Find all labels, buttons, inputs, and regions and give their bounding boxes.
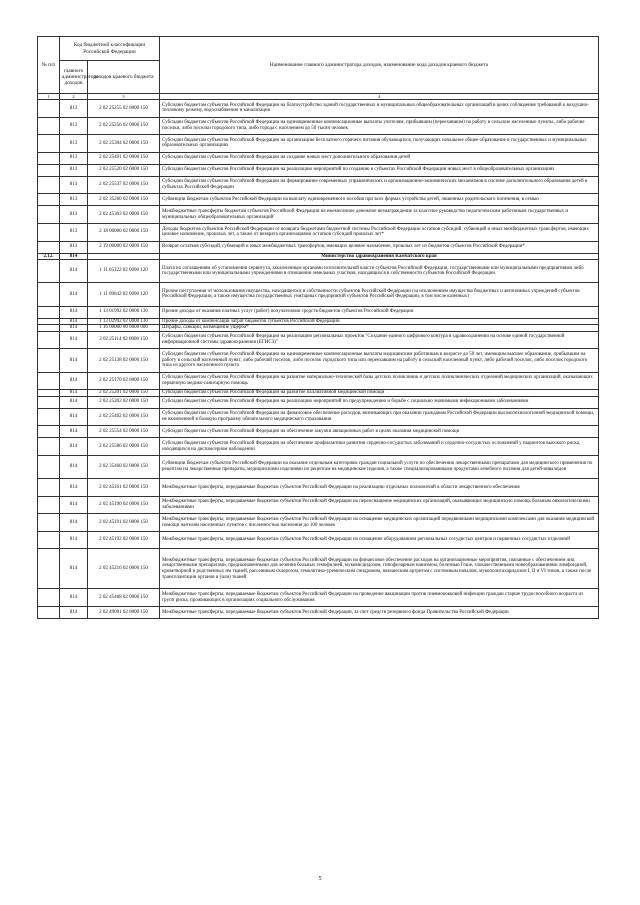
admin-code: 814 bbox=[60, 260, 88, 283]
admin-code: 814 bbox=[60, 531, 88, 549]
revenue-code: 1 16 00000 00 0000 000 bbox=[88, 325, 160, 332]
revenue-code: 2 02 25586 02 0000 150 bbox=[88, 438, 160, 456]
row-number bbox=[38, 396, 60, 408]
admin-code: 813 bbox=[60, 241, 88, 253]
section-row bbox=[38, 253, 599, 260]
revenue-name: Субсидии бюджетам субъектов Российской Федерации на обеспечение закупки авиационных работ в целях оказания медицинской помощи bbox=[160, 426, 599, 438]
table-row bbox=[38, 390, 599, 397]
revenue-name: Прочие доходы от компенсации затрат бюджетов субъектов Российской Федерации bbox=[160, 318, 599, 325]
table-row bbox=[38, 176, 599, 194]
row-number bbox=[38, 306, 60, 318]
col-index: 4 bbox=[160, 94, 599, 100]
revenue-name: Субсидии бюджетам субъектов Российской Федерации на организацию бесплатного горячего питания обучающихся, получающих начальное общее образование в государственных и муниципальных образовательных организациях bbox=[160, 135, 599, 153]
row-number bbox=[38, 206, 60, 224]
admin-code: 813 bbox=[60, 164, 88, 176]
admin-code: 813 bbox=[60, 100, 88, 118]
revenue-code: 2 02 45161 02 0000 150 bbox=[88, 479, 160, 497]
row-number bbox=[38, 100, 60, 118]
table-row bbox=[38, 455, 599, 478]
table-row bbox=[38, 100, 599, 118]
revenue-code: 2 19 00000 02 0000 150 bbox=[88, 241, 160, 253]
revenue-code: 1 13 02992 02 0000 130 bbox=[88, 318, 160, 325]
admin-code: 814 bbox=[60, 455, 88, 478]
col-index: 3 bbox=[88, 94, 160, 100]
revenue-code: 2 02 25491 02 0000 150 bbox=[88, 152, 160, 164]
table-row bbox=[38, 318, 599, 325]
revenue-name: Межбюджетные трансферты, передаваемые бюджетам субъектов Российской Федерации на оснащение медицинских организаций передвижными медицинскими комплексами для оказания медицинской помощи жителям населенных пунктов с численностью населения до 100 человек bbox=[160, 514, 599, 532]
row-number bbox=[38, 438, 60, 456]
row-number bbox=[38, 408, 60, 426]
admin-code: 814 bbox=[60, 479, 88, 497]
revenue-name: Субвенции бюджетам субъектов Российской Федерации на выплату единовременного пособия при всех формах устройства детей, лишенных родительского попечения, в семью bbox=[160, 194, 599, 206]
row-number bbox=[38, 194, 60, 206]
table-row bbox=[38, 206, 599, 224]
admin-code: 813 bbox=[60, 223, 88, 241]
admin-code: 814 bbox=[60, 390, 88, 397]
revenue-code: 1 11 05322 02 0000 120 bbox=[88, 260, 160, 283]
admin-code: 814 bbox=[60, 426, 88, 438]
row-number bbox=[38, 514, 60, 532]
row-number bbox=[38, 223, 60, 241]
row-number bbox=[38, 349, 60, 372]
revenue-code: 2 02 45191 02 0000 150 bbox=[88, 514, 160, 532]
row-number bbox=[38, 241, 60, 253]
table-row bbox=[38, 152, 599, 164]
revenue-code bbox=[88, 253, 160, 260]
revenue-code: 2 02 25256 02 0000 150 bbox=[88, 117, 160, 135]
revenue-code: 2 02 25537 02 0000 150 bbox=[88, 176, 160, 194]
admin-code: 814 bbox=[60, 496, 88, 514]
revenue-code: 2 02 25170 02 0000 150 bbox=[88, 372, 160, 390]
revenue-name: Субсидии бюджетам субъектов Российской Федерации на обеспечение профилактики развития сердечно-сосудистых заболеваний и сердечно-сосудистых осложнений у пациентов высокого риска, находящихся на диспансерном наблюдении bbox=[160, 438, 599, 456]
table-row bbox=[38, 331, 599, 349]
revenue-classification-table bbox=[37, 36, 599, 619]
page-number: 5 bbox=[318, 876, 322, 882]
revenue-name: Субвенции бюджетам субъектов Российской Федерации на оказание отдельным категориям граждан социальной услуги по обеспечению лекарственными препаратами для медицинского применения по рецептам на лекарственные препараты, медицинскими изделиями по рецептам на медицинские изделия, а также специализированными продуктами лечебного питания для детей-инвалидов bbox=[160, 455, 599, 478]
revenue-name: Межбюджетные трансферты, передаваемые бюджетам субъектов Российской Федерации на финансовое обеспечение расходов на организационные мероприятия, связанные с обеспечением лиц лекарственными препаратами, предназначенными для лечения больных гемофилией, муковисцидозом, гипофизарным нанизмом, болезнью Гоше, злокачественными новообразованиями лимфоидной, кроветворной и родственных им тканей, рассеянным склерозом, гемолитико-уремическим синдромом, юношеским артритом с системным началом, мукополисахаридозом I, II и VI типов, а также после трансплантации органов и (или) тканей bbox=[160, 549, 599, 589]
table-row bbox=[38, 325, 599, 332]
row-number bbox=[38, 152, 60, 164]
admin-code: 813 bbox=[60, 117, 88, 135]
revenue-name: Межбюджетные трансферты, передаваемые бюджетам субъектов Российской Федерации на оснащение оборудованием региональных сосудистых центров и первичных сосудистых отделений bbox=[160, 531, 599, 549]
revenue-code: 2 02 45190 02 0000 150 bbox=[88, 496, 160, 514]
row-number bbox=[38, 331, 60, 349]
table-row bbox=[38, 117, 599, 135]
row-number bbox=[38, 176, 60, 194]
admin-code: 813 bbox=[60, 176, 88, 194]
row-number bbox=[38, 390, 60, 397]
revenue-name: Субсидии бюджетам субъектов Российской Федерации на формирование современных управленческих и организационно-экономических механизмов в системе дополнительного образования детей в субъектах Российской Федерации bbox=[160, 176, 599, 194]
admin-code: 814 bbox=[60, 306, 88, 318]
table-row bbox=[38, 349, 599, 372]
table-row bbox=[38, 241, 599, 253]
table-row bbox=[38, 607, 599, 619]
row-number bbox=[38, 607, 60, 619]
revenue-code: 2 02 25520 02 0000 150 bbox=[88, 164, 160, 176]
revenue-name: Субсидии бюджетам субъектов Российской Федерации на реализацию мероприятий по предупреждению и борьбе с социально значимыми инфекционными заболеваниями bbox=[160, 396, 599, 408]
row-number bbox=[38, 283, 60, 306]
admin-code: 814 bbox=[60, 549, 88, 589]
revenue-name: Прочие поступления от использования имущества, находящегося в собственности субъектов Российской Федерации (за исключением имущества бюджетных и автономных учреждений субъектов Российской Федерации, а также имущества государственных унитарных предприятий субъектов Российской Федерации, в том числе казенных) bbox=[160, 283, 599, 306]
table-row bbox=[38, 549, 599, 589]
revenue-code: 2 02 45303 02 0000 150 bbox=[88, 206, 160, 224]
row-number bbox=[38, 479, 60, 497]
revenue-code: 2 02 35460 02 0000 150 bbox=[88, 455, 160, 478]
revenue-code: 2 02 45216 02 0000 150 bbox=[88, 549, 160, 589]
table-row bbox=[38, 306, 599, 318]
table-row bbox=[38, 589, 599, 607]
row-number bbox=[38, 260, 60, 283]
table-row bbox=[38, 479, 599, 497]
table-row bbox=[38, 426, 599, 438]
col-index: 2 bbox=[60, 94, 88, 100]
col-admin-header: главного администратора доходов bbox=[60, 61, 88, 94]
admin-code: 814 bbox=[60, 372, 88, 390]
table-row bbox=[38, 164, 599, 176]
revenue-code: 2 02 25138 02 0000 150 bbox=[88, 349, 160, 372]
admin-code: 814 bbox=[60, 589, 88, 607]
admin-code: 814 bbox=[60, 438, 88, 456]
revenue-name: Субсидии бюджетам субъектов Российской Федерации на развитие паллиативной медицинской помощи bbox=[160, 390, 599, 397]
row-number bbox=[38, 164, 60, 176]
table-row bbox=[38, 496, 599, 514]
revenue-code: 2 02 25114 02 0000 150 bbox=[88, 331, 160, 349]
admin-code: 814 bbox=[60, 331, 88, 349]
revenue-name: Плата по соглашениям об установлении сервитута, заключенным органами исполнительной власти субъектов Российской Федерации, государственными или муниципальными предприятиями либо государственными или муниципальными учреждениями в отношении земельных участков, находящихся в собственности субъектов Российской Федерации bbox=[160, 260, 599, 283]
revenue-code: 2 02 25201 02 0000 150 bbox=[88, 390, 160, 397]
col-group-header: Код бюджетной классификации Российской Федерации bbox=[60, 37, 160, 61]
revenue-code: 2 02 49001 02 0000 150 bbox=[88, 607, 160, 619]
revenue-name: Субсидии бюджетам субъектов Российской Федерации на реализацию региональных проектов "Создание единого цифрового контура в здравоохранении на основе единой государственной информационной системы здравоохранения (ЕГИСЗ)" bbox=[160, 331, 599, 349]
row-number bbox=[38, 135, 60, 153]
row-number bbox=[38, 318, 60, 325]
table-row bbox=[38, 372, 599, 390]
admin-code: 814 bbox=[60, 607, 88, 619]
revenue-code: 2 02 25402 02 0000 150 bbox=[88, 408, 160, 426]
admin-code: 814 bbox=[60, 318, 88, 325]
table-row bbox=[38, 438, 599, 456]
admin-code: 814 bbox=[60, 325, 88, 332]
admin-code: 813 bbox=[60, 194, 88, 206]
admin-code: 814 bbox=[60, 283, 88, 306]
table-row bbox=[38, 260, 599, 283]
table-row bbox=[38, 396, 599, 408]
table-body bbox=[38, 100, 599, 619]
col-num-header: № п/п bbox=[38, 37, 60, 94]
col-name-header: Наименование главного администратора доходов, наименование кода доходов краевого бюджета bbox=[160, 37, 599, 94]
revenue-code: 2 02 45468 02 0000 150 bbox=[88, 589, 160, 607]
col-code-header: доходов краевого бюджета bbox=[88, 61, 160, 94]
revenue-name: Межбюджетные трансферты, передаваемые бюджетам субъектов Российской Федерации на переоснащение медицинских организаций, оказывающих медицинскую помощь больным онкологическими заболеваниями bbox=[160, 496, 599, 514]
revenue-name: Субсидии бюджетам субъектов Российской Федерации на финансовое обеспечение расходов, возникающих при оказании гражданам Российской Федерации высокотехнологичной медицинской помощи, не включенной в базовую программу обязательного медицинского страхования bbox=[160, 408, 599, 426]
revenue-name: Субсидии бюджетам субъектов Российской Федерации на единовременные компенсационные выплаты учителям, прибывшим (переехавшим) на работу в сельские населенные пункты, либо рабочие поселки, либо поселки городского типа, либо города с населением до 50 тысяч человек bbox=[160, 117, 599, 135]
revenue-code: 2 18 00000 02 0000 150 bbox=[88, 223, 160, 241]
revenue-code: 2 02 35260 02 0000 150 bbox=[88, 194, 160, 206]
table-header bbox=[38, 37, 599, 100]
table-row bbox=[38, 531, 599, 549]
revenue-name: Доходы бюджетов субъектов Российской Федерации от возврата бюджетами бюджетной системы Российской Федерации остатков субсидий, субвенций и иных межбюджетных трансфертов, имеющих целевое назначение, прошлых лет, а также от возврата организациями остатков субсидий прошлых лет* bbox=[160, 223, 599, 241]
admin-code: 814 bbox=[60, 253, 88, 260]
revenue-name: Субсидии бюджетам субъектов Российской Федерации на единовременные компенсационные выплаты медицинским работникам в возрасте до 50 лет, имеющим высшее образование, прибывшим на работу в сельский населенный пункт, либо рабочий поселок, либо поселок городского типа или переехавшим на работу в сельский населенный пункт, либо рабочий поселок, либо поселок городского типа из другого населенного пункта bbox=[160, 349, 599, 372]
revenue-code: 1 11 09042 02 0000 120 bbox=[88, 283, 160, 306]
table-row bbox=[38, 283, 599, 306]
revenue-name: Штрафы, санкции, возмещение ущерба* bbox=[160, 325, 599, 332]
admin-code: 814 bbox=[60, 396, 88, 408]
admin-code: 813 bbox=[60, 206, 88, 224]
admin-code: 814 bbox=[60, 514, 88, 532]
revenue-code: 2 02 25304 02 0000 150 bbox=[88, 135, 160, 153]
revenue-code: 2 02 25554 02 0000 150 bbox=[88, 426, 160, 438]
row-number bbox=[38, 117, 60, 135]
row-number bbox=[38, 455, 60, 478]
revenue-code: 2 02 25202 02 0000 150 bbox=[88, 396, 160, 408]
revenue-name: Министерство здравоохранения Камчатского края bbox=[160, 253, 599, 260]
revenue-code: 2 02 45192 02 0000 150 bbox=[88, 531, 160, 549]
admin-code: 814 bbox=[60, 349, 88, 372]
col-index: 1 bbox=[38, 94, 60, 100]
revenue-name: Прочие доходы от оказания платных услуг (работ) получателями средств бюджетов субъектов Российской Федерации bbox=[160, 306, 599, 318]
table-row bbox=[38, 408, 599, 426]
revenue-code: 2 02 25255 02 0000 150 bbox=[88, 100, 160, 118]
table-row bbox=[38, 194, 599, 206]
revenue-name: Субсидии бюджетам субъектов Российской Федерации на благоустройство зданий государственных и муниципальных общеобразовательных организаций в целях соблюдения требований к воздушно-тепловому режиму, водоснабжению и канализации bbox=[160, 100, 599, 118]
row-number bbox=[38, 325, 60, 332]
row-number bbox=[38, 496, 60, 514]
row-number bbox=[38, 372, 60, 390]
revenue-name: Межбюджетные трансферты бюджетам субъектов Российской Федерации на ежемесячное денежное вознаграждение за классное руководство педагогическим работникам государственных и муниципальных общеобразовательных организаций bbox=[160, 206, 599, 224]
table-row bbox=[38, 514, 599, 532]
revenue-name: Межбюджетные трансферты, передаваемые бюджетам субъектов Российской Федерации, за счет средств резервного фонда Правительства Российской Федерации bbox=[160, 607, 599, 619]
revenue-name: Субсидии бюджетам субъектов Российской Федерации на развитие материально-технической базы детских поликлиник и детских поликлинических отделений медицинских организаций, оказывающих первичную медико-санитарную помощь bbox=[160, 372, 599, 390]
revenue-code: 1 13 01992 02 0000 130 bbox=[88, 306, 160, 318]
revenue-name: Субсидии бюджетам субъектов Российской Федерации на создание новых мест дополнительного образования детей bbox=[160, 152, 599, 164]
revenue-name: Межбюджетные трансферты, передаваемые бюджетам субъектов Российской Федерации на проведение вакцинации против пневмококковой инфекции граждан старше трудоспособного возраста из групп риска, проживающих в организациях социального обслуживания bbox=[160, 589, 599, 607]
revenue-name: Межбюджетные трансферты, передаваемые бюджетам субъектов Российской Федерации на реализацию отдельных полномочий в области лекарственного обеспечения bbox=[160, 479, 599, 497]
admin-code: 813 bbox=[60, 135, 88, 153]
row-number bbox=[38, 589, 60, 607]
row-number: 2.12. bbox=[38, 253, 60, 260]
table-row bbox=[38, 223, 599, 241]
table-row bbox=[38, 135, 599, 153]
row-number bbox=[38, 549, 60, 589]
row-number bbox=[38, 531, 60, 549]
admin-code: 814 bbox=[60, 408, 88, 426]
revenue-name: Субсидии бюджетам субъектов Российской Федерации на реализацию мероприятий по созданию в субъектах Российской Федерации новых мест в общеобразовательных организациях bbox=[160, 164, 599, 176]
revenue-name: Возврат остатков субсидий, субвенций и иных межбюджетных трансфертов, имеющих целевое назначение, прошлых лет из бюджетов субъектов Российской Федерации* bbox=[160, 241, 599, 253]
admin-code: 813 bbox=[60, 152, 88, 164]
row-number bbox=[38, 426, 60, 438]
